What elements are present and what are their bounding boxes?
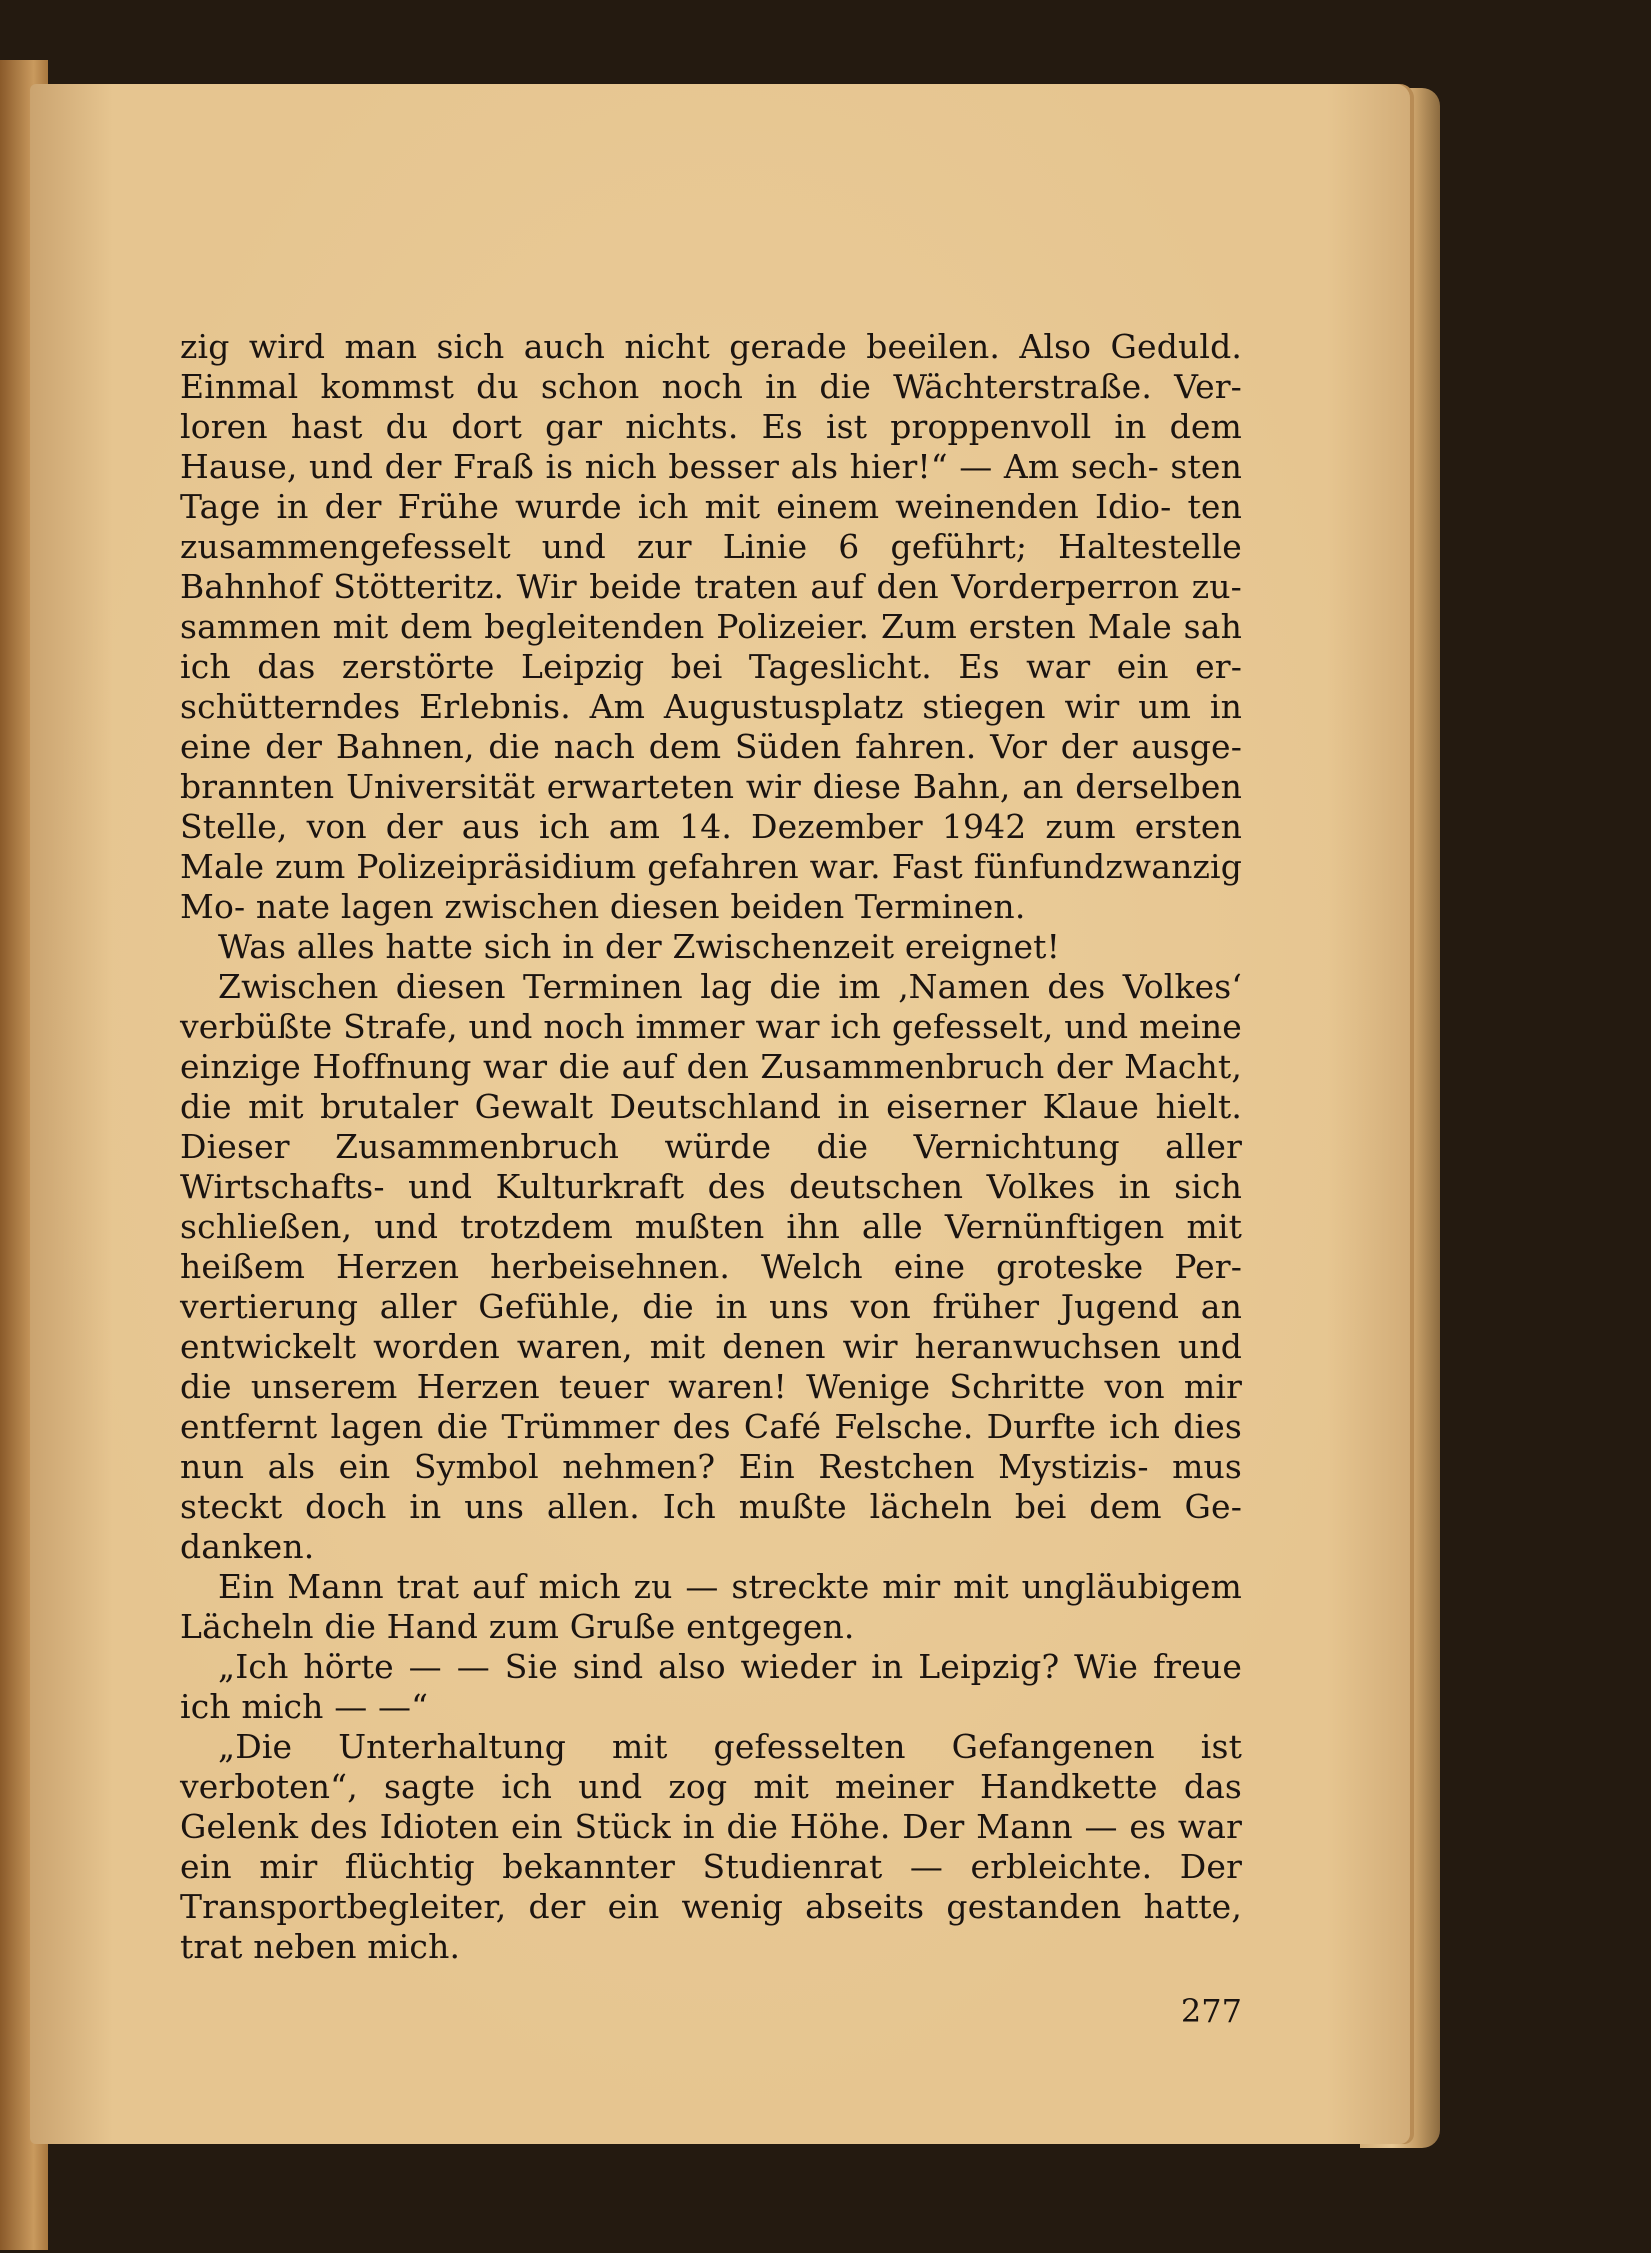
paragraph-4: Ein Mann trat auf mich zu — streckte mir mit ungläubigem Lächeln die Hand zum Gruße entgegen. bbox=[180, 1567, 1242, 1646]
paragraph-3: Zwischen diesen Terminen lag die im ‚Namen des Volkes‘ verbüßte Strafe, und noch immer war ich gefesselt, und meine einzige Hoffnung war die auf den Zusammenbruch der Macht, die mit brutaler Gewalt Deutschland in eiserner Klaue hielt. Dieser Zusammenbruch würde die Vernichtung aller Wirtschafts- und Kulturkraft des deutschen Volkes in sich schließen, und trotzdem mußten ihn alle Vernünftigen mit heißem Herzen herbeisehnen. Welch eine groteske Per- vertierung aller Gefühle, die in uns von früher Jugend an entwickelt worden waren, mit denen wir heranwuchsen und die unserem Herzen teuer waren! Wenige Schritte von mir entfernt lagen die Trümmer des Café Felsche. Durfte ich dies nun als ein Symbol nehmen? Ein Restchen Mystizis- mus steckt doch in uns allen. Ich mußte lächeln bei dem Ge- danken. bbox=[180, 967, 1242, 1566]
book-page bbox=[30, 84, 1410, 2144]
paragraph-5: „Ich hörte — — Sie sind also wieder in Leipzig? Wie freue ich mich — —“ bbox=[180, 1647, 1242, 1726]
paragraph-6: „Die Unterhaltung mit gefesselten Gefangenen ist verboten“, sagte ich und zog mit meiner Handkette das Gelenk des Idioten ein Stück in die Höhe. Der Mann — es war ein mir flüchtig bekannter Studienrat — erbleichte. Der Transportbegleiter, der ein wenig abseits gestanden hatte, trat neben mich. bbox=[180, 1727, 1242, 1966]
page-number: 277 bbox=[1180, 1992, 1242, 2030]
paragraph-2: Was alles hatte sich in der Zwischenzeit ereignet! bbox=[218, 927, 1061, 966]
body-text bbox=[180, 327, 1242, 1967]
paragraph-1: zig wird man sich auch nicht gerade beeilen. Also Geduld. Einmal kommst du schon noch in die Wächterstraße. Ver- loren hast du dort gar nichts. Es ist proppenvoll in dem Hause, und der Fraß is nich besser als hier!“ — Am sech- sten Tage in der Frühe wurde ich mit einem weinenden Idio- ten zusammengefesselt und zur Linie 6 geführt; Haltestelle Bahnhof Stötteritz. Wir beide traten auf den Vorderperron zu- sammen mit dem begleitenden Polizeier. Zum ersten Male sah ich das zerstörte Leipzig bei Tageslicht. Es war ein er- schütterndes Erlebnis. Am Augustusplatz stiegen wir um in eine der Bahnen, die nach dem Süden fahren. Vor der ausge- brannten Universität erwarteten wir diese Bahn, an derselben Stelle, von der aus ich am 14. Dezember 1942 zum ersten Male zum Polizeipräsidium gefahren war. Fast fünfundzwanzig Mo- nate lagen zwischen diesen beiden Terminen. bbox=[180, 327, 1242, 926]
